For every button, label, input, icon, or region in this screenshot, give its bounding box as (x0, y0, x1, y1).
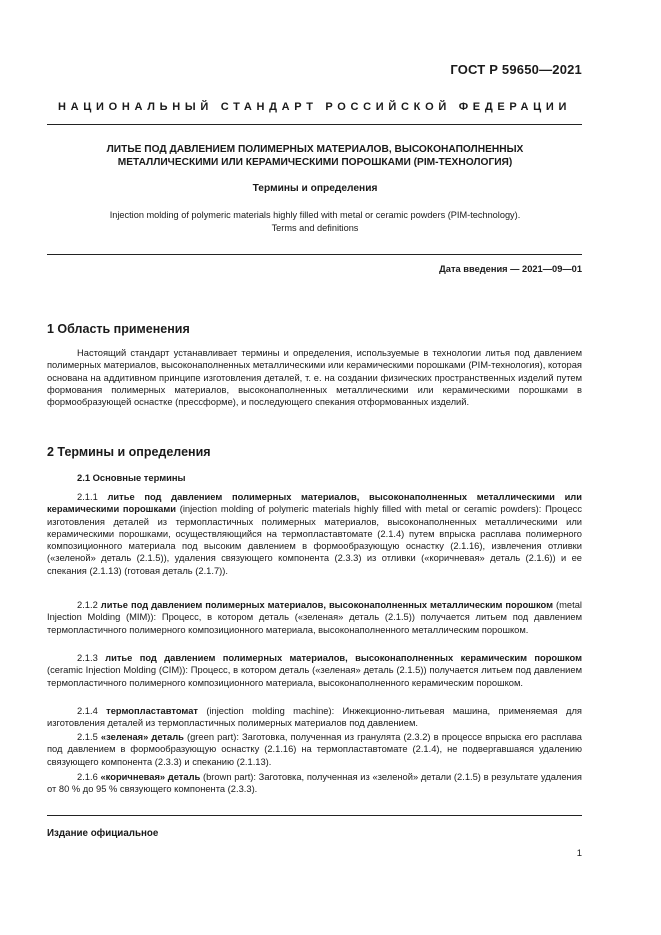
term-entry (47, 771, 582, 796)
section-1-heading: 1 Область применения (47, 322, 190, 336)
subsection-2-1-heading: 2.1 Основные термины (77, 472, 186, 483)
national-standard-banner: НАЦИОНАЛЬНЫЙ СТАНДАРТ РОССИЙСКОЙ ФЕДЕРАЦИИ (57, 101, 572, 113)
term-number: 2.1.5 (77, 732, 98, 742)
term-entry (47, 491, 582, 577)
term-number: 2.1.6 (77, 772, 98, 782)
english-title (60, 209, 570, 234)
term-entry (47, 705, 582, 730)
term-name: литье под давлением полимерных материалов, высоконаполненных металлическими или керамическими порошками (47, 492, 582, 515)
term-entry (47, 599, 582, 636)
term-definition: (brown part): Заготовка, полученная из «зеленой» детали (2.1.5) в результате удаления от 80 % до 95 % связующего компонента (2.3.3). (47, 772, 582, 795)
document-subtitle: Термины и определения (252, 183, 378, 194)
term-number: 2.1.1 (77, 492, 98, 502)
term-name: «зеленая» деталь (100, 732, 184, 742)
term-number: 2.1.2 (77, 600, 98, 610)
term-definition: (injection molding machine): Инжекционно-литьевая машина, применяемая для изготовления деталей из термопластичных полимерных материалов под давлением. (47, 706, 582, 729)
term-definition: (green part): Заготовка, полученная из гранулята (2.3.2) в процессе впрыска его расплава под давлением в формообразующую оснастку (2.1.16) на термопластавтомате (2.1.4), не подвергавшаяся удалению связующего компонента (2.3.3) и спеканию (2.1.13). (47, 732, 582, 767)
term-entry (47, 652, 582, 689)
title-divider (47, 254, 582, 255)
top-divider (47, 124, 582, 125)
term-definition: (metal Injection Molding (MIM)): Процесс, в котором деталь («зеленая» деталь (2.1.5)) получается литьем под давлением термопластичного полимерного композиционного материала, высоконаполненного металлическим порошком. (47, 600, 582, 635)
term-name: «коричневая» деталь (100, 772, 201, 782)
term-number: 2.1.3 (77, 653, 98, 663)
section-2-heading: 2 Термины и определения (47, 445, 211, 459)
term-number: 2.1.4 (77, 706, 98, 716)
page-number: 1 (576, 848, 582, 859)
term-entry (47, 731, 582, 768)
term-name: литье под давлением полимерных материалов, высоконаполненных керамическим порошком (105, 653, 582, 663)
english-title-line-2: Terms and definitions (271, 222, 359, 233)
term-name: литье под давлением полимерных материалов, высоконаполненных металлическим порошком (100, 600, 554, 610)
term-definition: (injection molding of polymeric materials highly filled with metal or ceramic powders): Процесс изготовления деталей из термопластичных полимерных материалов, высоконаполненных металлическими или керамическими порошками, осуществляющийся на термопластавтомате (2.1.4) путем впрыска расплава полимерного композиционного материала под высоким давлением в формообразующую оснастку (2.1.16), извлечения отливки («зеленой» деталь (2.1.5)), удаления связующего компонента (2.3.3) из отливки («коричневая» деталь (2.1.6)) и ее спекания (2.1.13) (готовая деталь (2.1.7)). (47, 504, 582, 576)
title-line-1: ЛИТЬЕ ПОД ДАВЛЕНИЕМ ПОЛИМЕРНЫХ МАТЕРИАЛОВ, ВЫСОКОНАПОЛНЕННЫХ (106, 144, 524, 155)
document-title (60, 143, 570, 169)
introduction-date: Дата введения — 2021—09—01 (439, 264, 582, 274)
term-definition: (ceramic Injection Molding (CIM)): Процесс, в котором деталь («зеленая» деталь (2.1.5)) получается литьем под давлением термопластичного полимерного композиционного материала, высоконаполненного керамическим порошком. (47, 665, 582, 688)
section-1-paragraph: Настоящий стандарт устанавливает термины и определения, используемые в технологии литья под давлением полимерных материалов, высоконаполненных металлическими или керамическими порошками (PIM-технология), которая основана на аддитивном принципе изготовления деталей, т. е. на создании физических пространственных изделий путем формования полимерных материалов, высоконаполненных металлическими или керамическими порошками в формообразующей оснастке (прессформе), и последующего спекания отформованных изделий. (47, 348, 582, 408)
title-line-2: МЕТАЛЛИЧЕСКИМИ ИЛИ КЕРАМИЧЕСКИМИ ПОРОШКАМИ (PIM-ТЕХНОЛОГИЯ) (117, 157, 513, 168)
standard-code: ГОСТ Р 59650—2021 (450, 62, 582, 77)
official-edition-label: Издание официальное (47, 828, 159, 839)
footer-divider (47, 815, 582, 816)
term-name: термопластавтомат (106, 706, 198, 716)
english-title-line-1: Injection molding of polymeric materials highly filled with metal or ceramic powders (PIM-technology). (109, 210, 521, 220)
